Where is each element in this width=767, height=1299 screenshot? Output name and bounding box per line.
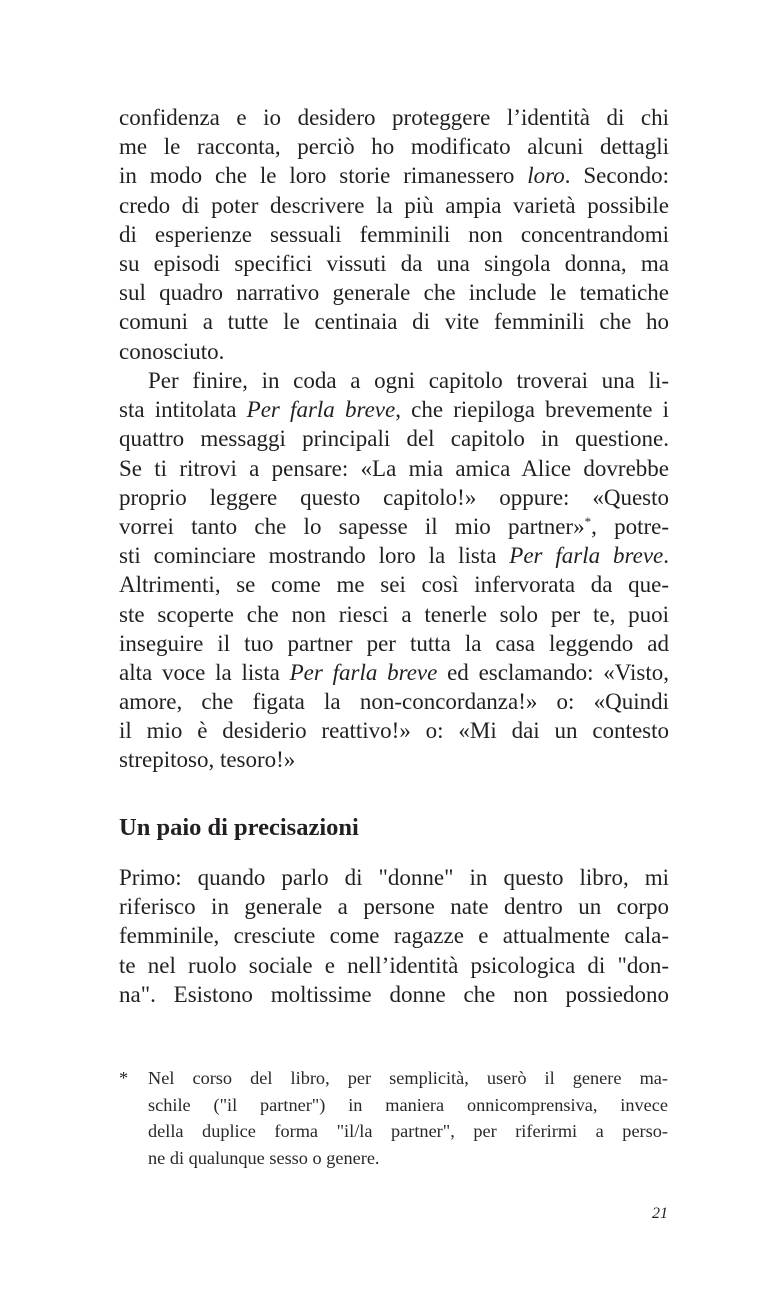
section-heading: Un paio di precisazioni (119, 814, 359, 841)
text-line: ste scoperte che non riesci a tenerle solo per te, puoi (119, 601, 669, 627)
text-line: credo di poter descrivere la più ampia varietà possibile (119, 192, 669, 218)
text-line: di esperienze sessuali femminili non concentrandomi (119, 221, 669, 247)
text-line: comuni a tutte le centinaia di vite femminili che ho (119, 309, 669, 335)
text-line: sti cominciare mostrando loro la lista Per farla breve. (119, 543, 669, 569)
footnote-line: ne di qualunque sesso o genere. (148, 1148, 380, 1169)
text-line: quattro messaggi principali del capitolo in questione. (119, 426, 669, 452)
footnote-line: schile ("il partner") in maniera onnicomprensiva, invece (148, 1094, 668, 1115)
text-line: femminile, cresciute come ragazze e attualmente cala- (119, 923, 669, 949)
paragraph-per-farla-breve (119, 366, 669, 775)
text-line: Primo: quando parlo di "donne" in questo libro, mi (119, 865, 669, 890)
text-line: il mio è desiderio reattivo!» o: «Mi dai un contesto (119, 718, 669, 744)
italic-title: Per farla breve (289, 659, 438, 685)
italic-title: Per farla breve (246, 397, 396, 423)
text-line: alta voce la lista Per farla breve ed esclamando: «Visto, (119, 659, 670, 685)
text-line: inseguire il tuo partner per tutta la casa leggendo ad (119, 630, 669, 656)
text-line: Altrimenti, se come me sei così infervorata da que- (119, 572, 669, 598)
text-line: conosciuto. (119, 338, 225, 364)
text-line: amore, che figata la non-concordanza!» o: «Quindi (119, 689, 669, 715)
text-line: na". Esistono moltissime donne che non possiedono (119, 981, 669, 1007)
footnote-line: Nel corso del libro, per semplicità, userò il genere ma- (148, 1068, 668, 1088)
text-line: Se ti ritrovi a pensare: «La mia amica Alice dovrebbe (119, 455, 669, 481)
text-line: sul quadro narrativo generale che include le tematiche (119, 280, 669, 306)
footnote (119, 1065, 668, 1172)
text-line: te nel ruolo sociale e nell’identità psicologica di "don- (119, 952, 669, 978)
page-number: 21 (652, 1205, 668, 1222)
paragraph-precisazioni (119, 863, 669, 1009)
italic-title: Per farla breve (509, 543, 664, 569)
text-line: confidenza e io desidero proteggere l’identità di chi (119, 105, 669, 130)
text-line: in modo che le loro storie rimanessero loro. Secondo: (119, 163, 669, 189)
footnote-marker: * (119, 1068, 129, 1088)
paragraph-continuation (119, 103, 669, 366)
text-line: me le racconta, perciò ho modificato alcuni dettagli (119, 134, 669, 160)
italic-word: loro (527, 163, 565, 189)
text-line: strepitoso, tesoro!» (119, 747, 296, 773)
footnote-line: della duplice forma "il/la partner", per riferirmi a perso- (148, 1121, 668, 1142)
text-line: sta intitolata Per farla breve, che riepiloga brevemente i (119, 397, 669, 423)
text-line: riferisco in generale a persone nate dentro un corpo (119, 894, 669, 920)
text-line: Per finire, in coda a ogni capitolo troverai una li- (148, 368, 669, 393)
footnote-reference: * (584, 513, 592, 529)
text-line: su episodi specifici vissuti da una singola donna, ma (119, 250, 669, 276)
text-line: vorrei tanto che lo sapesse il mio partner»*, potre- (119, 513, 669, 539)
text-line: proprio leggere questo capitolo!» oppure: «Questo (119, 484, 669, 510)
